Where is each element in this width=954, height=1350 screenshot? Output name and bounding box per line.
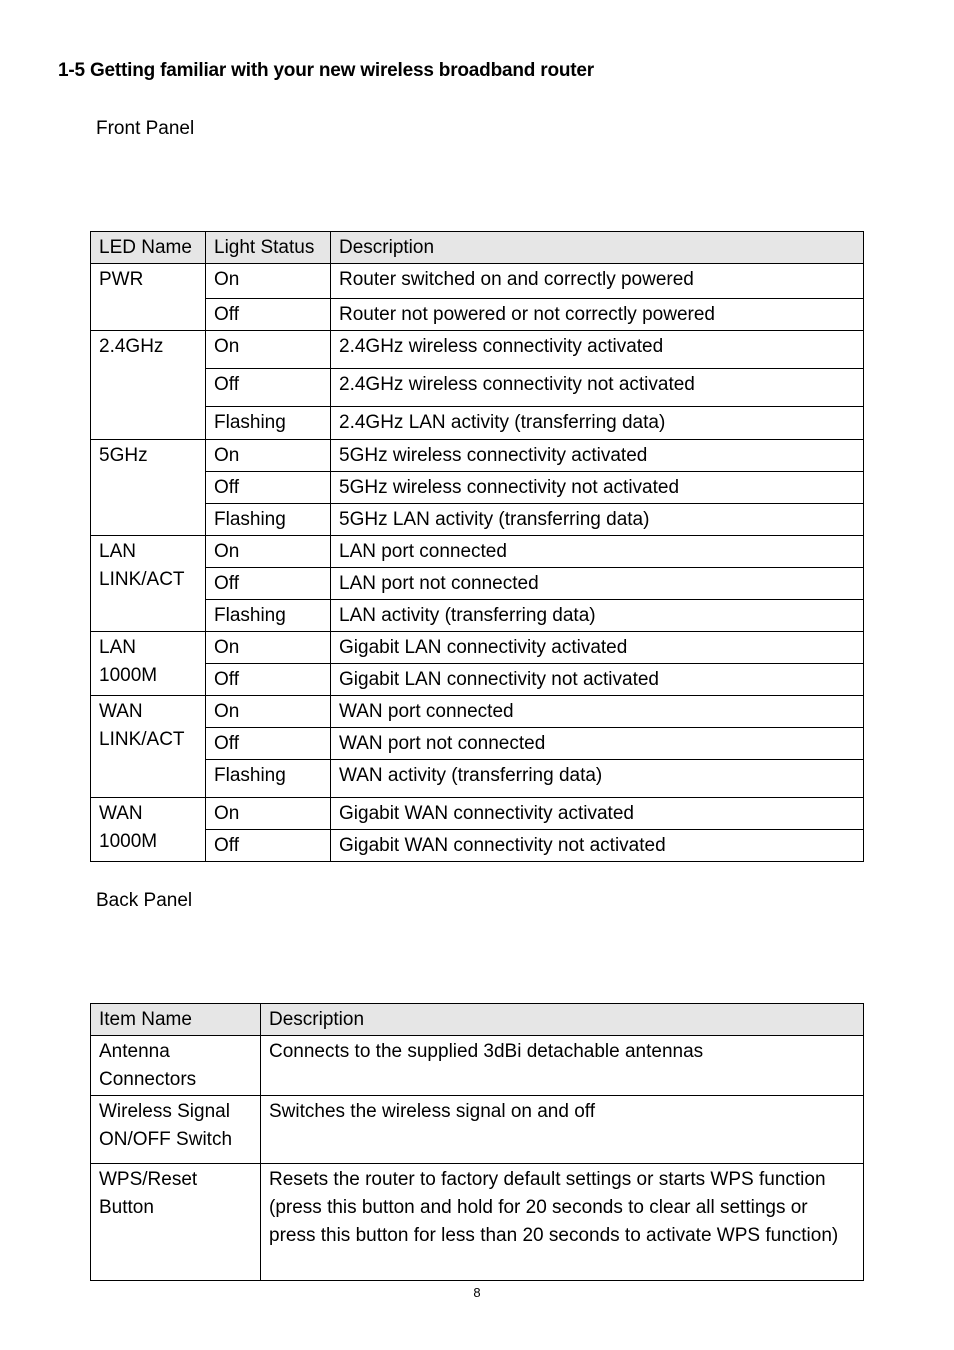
back-panel-title: Back Panel xyxy=(96,890,193,911)
front-panel-table xyxy=(90,231,864,862)
led-name-cell: 5GHz xyxy=(91,440,206,536)
header-led-name: LED Name xyxy=(91,232,206,264)
status-cell: Flashing xyxy=(206,407,331,440)
led-name-cell: LAN 1000M xyxy=(91,632,206,696)
table-row xyxy=(91,504,864,536)
status-cell: Off xyxy=(206,664,331,696)
table-row xyxy=(91,632,864,664)
table-row xyxy=(91,600,864,632)
status-cell: Flashing xyxy=(206,760,331,798)
description-cell: LAN port connected xyxy=(331,536,864,568)
description-cell: LAN activity (transferring data) xyxy=(331,600,864,632)
description-cell: Gigabit WAN connectivity activated xyxy=(331,798,864,830)
table-row xyxy=(91,696,864,728)
description-cell: 2.4GHz LAN activity (transferring data) xyxy=(331,407,864,440)
table-row xyxy=(91,331,864,369)
description-cell: 5GHz wireless connectivity activated xyxy=(331,440,864,472)
status-cell: Flashing xyxy=(206,600,331,632)
description-cell: 2.4GHz wireless connectivity not activated xyxy=(331,369,864,407)
description-cell: Gigabit LAN connectivity not activated xyxy=(331,664,864,696)
table-row xyxy=(91,440,864,472)
description-cell: WAN port connected xyxy=(331,696,864,728)
status-cell: On xyxy=(206,798,331,830)
table-row xyxy=(91,760,864,798)
table-row xyxy=(91,1096,864,1164)
led-name-cell: WAN LINK/ACT xyxy=(91,696,206,798)
led-name-cell: PWR xyxy=(91,264,206,331)
description-cell: 5GHz LAN activity (transferring data) xyxy=(331,504,864,536)
status-cell: Off xyxy=(206,568,331,600)
description-cell: 2.4GHz wireless connectivity activated xyxy=(331,331,864,369)
status-cell: On xyxy=(206,632,331,664)
description-cell: 5GHz wireless connectivity not activated xyxy=(331,472,864,504)
header-description: Description xyxy=(331,232,864,264)
table-row xyxy=(91,369,864,407)
description-cell: Gigabit LAN connectivity activated xyxy=(331,632,864,664)
page-number: 8 xyxy=(473,1285,481,1300)
description-cell: Connects to the supplied 3dBi detachable antennas xyxy=(261,1036,864,1096)
table-row xyxy=(91,830,864,862)
item-name-cell: WPS/Reset Button xyxy=(91,1164,261,1281)
status-cell: Off xyxy=(206,728,331,760)
table-row xyxy=(91,407,864,440)
status-cell: On xyxy=(206,440,331,472)
status-cell: On xyxy=(206,536,331,568)
table-row xyxy=(91,1036,864,1096)
description-cell: Gigabit WAN connectivity not activated xyxy=(331,830,864,862)
item-name-cell: Wireless Signal ON/OFF Switch xyxy=(91,1096,261,1164)
description-cell: Router not powered or not correctly powered xyxy=(331,299,864,331)
description-cell: WAN activity (transferring data) xyxy=(331,760,864,798)
status-cell: Off xyxy=(206,369,331,407)
description-cell: WAN port not connected xyxy=(331,728,864,760)
description-cell: Router switched on and correctly powered xyxy=(331,264,864,299)
table-row xyxy=(91,264,864,299)
header-item-name: Item Name xyxy=(91,1004,261,1036)
status-cell: Off xyxy=(206,299,331,331)
status-cell: Off xyxy=(206,830,331,862)
table-row xyxy=(91,299,864,331)
section-heading: 1-5 Getting familiar with your new wireless broadband router xyxy=(58,60,594,81)
description-cell: Switches the wireless signal on and off xyxy=(261,1096,864,1164)
led-name-cell: LAN LINK/ACT xyxy=(91,536,206,632)
status-cell: On xyxy=(206,264,331,299)
item-name-cell: Antenna Connectors xyxy=(91,1036,261,1096)
description-cell: Resets the router to factory default settings or starts WPS function (press this button and hold for 20 seconds to clear all settings or press this button for less than 20 seconds to activate WPS function) xyxy=(261,1164,864,1281)
led-name-cell: WAN 1000M xyxy=(91,798,206,862)
back-panel-header-row xyxy=(91,1004,864,1036)
table-row xyxy=(91,728,864,760)
table-row xyxy=(91,568,864,600)
front-panel-header-row xyxy=(91,232,864,264)
header-light-status: Light Status xyxy=(206,232,331,264)
description-cell: LAN port not connected xyxy=(331,568,864,600)
front-panel-title: Front Panel xyxy=(96,118,195,139)
table-row xyxy=(91,472,864,504)
led-name-cell: 2.4GHz xyxy=(91,331,206,440)
status-cell: Off xyxy=(206,472,331,504)
table-row xyxy=(91,664,864,696)
table-row xyxy=(91,798,864,830)
table-row xyxy=(91,536,864,568)
back-panel-table xyxy=(90,1003,864,1281)
status-cell: On xyxy=(206,331,331,369)
status-cell: Flashing xyxy=(206,504,331,536)
status-cell: On xyxy=(206,696,331,728)
header-description: Description xyxy=(261,1004,864,1036)
table-row xyxy=(91,1164,864,1281)
